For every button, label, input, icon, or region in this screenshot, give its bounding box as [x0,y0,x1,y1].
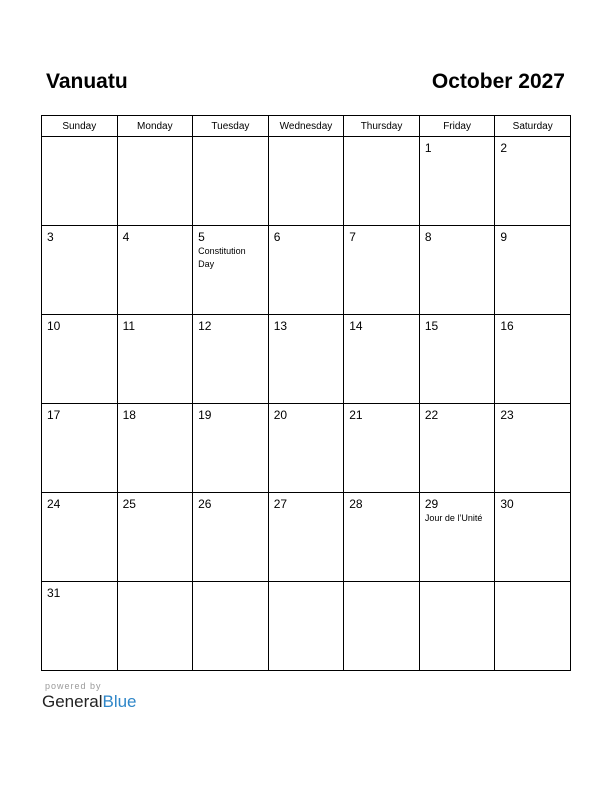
day-number [193,582,268,586]
day-cell [193,493,269,582]
weekday-tuesday: Tuesday [193,116,269,137]
day-cell [495,315,571,404]
week-row [42,493,571,582]
day-number: 14 [349,319,363,333]
day-cell [117,226,193,315]
day-cell [344,582,420,671]
holiday-label: Jour de l’Unité [424,513,483,523]
day-cell [495,226,571,315]
day-cell [117,137,193,226]
week-row [42,137,571,226]
day-number: 11 [122,319,136,333]
day-cell [193,137,269,226]
day-number: 19 [198,408,212,422]
footer-branding [42,681,137,712]
day-cell [344,226,420,315]
day-number: 16 [500,319,514,333]
day-number [193,137,268,141]
day-number: 5 [198,230,205,244]
day-number: 9 [500,230,508,244]
country-title: Vanuatu [46,70,128,93]
day-cell [268,582,344,671]
logo-blue-text: Blue [102,692,137,711]
day-cell [419,226,495,315]
day-number [118,582,193,586]
day-number: 25 [122,497,136,511]
day-number: 2 [500,141,508,155]
day-number: 3 [47,230,54,244]
calendar-grid [41,115,571,671]
day-number: 31 [47,586,61,600]
day-cell [419,493,495,582]
day-number: 13 [273,319,288,333]
day-cell [117,404,193,493]
day-number: 4 [122,230,130,244]
day-cell [268,404,344,493]
day-number [118,137,193,141]
weekday-header-row [42,116,571,137]
day-number: 18 [122,408,136,422]
day-number: 26 [198,497,212,511]
week-row [42,404,571,493]
logo-general-text: General [42,692,103,711]
day-number: 22 [424,408,439,422]
day-cell [42,137,118,226]
day-number [495,582,570,586]
day-cell [419,315,495,404]
day-cell [42,493,118,582]
week-row [42,315,571,404]
day-cell [268,226,344,315]
holiday-label: Constitution Day [198,246,246,269]
day-cell [344,404,420,493]
day-number: 20 [273,408,288,422]
day-number: 15 [424,319,439,333]
day-cell [344,137,420,226]
day-number: 8 [424,230,432,244]
day-number: 21 [349,408,363,422]
day-number: 24 [47,497,61,511]
weekday-sunday: Sunday [42,116,118,137]
day-cell [193,315,269,404]
day-cell [495,137,571,226]
day-cell [495,493,571,582]
day-number [344,582,419,586]
powered-by-text: powered by [45,681,102,691]
day-cell [268,315,344,404]
day-cell [42,226,118,315]
day-number [42,137,117,141]
day-number: 7 [349,230,356,244]
day-cell [419,582,495,671]
week-row [42,582,571,671]
day-number: 10 [47,319,61,333]
day-number [344,137,419,141]
day-cell [495,404,571,493]
day-number: 27 [273,497,288,511]
weekday-wednesday: Wednesday [268,116,344,137]
day-cell [419,404,495,493]
day-cell [193,404,269,493]
day-number: 12 [198,319,212,333]
weekday-thursday: Thursday [344,116,420,137]
day-cell [344,315,420,404]
day-number: 17 [47,408,61,422]
day-number: 29 [424,497,439,511]
weekday-saturday: Saturday [495,116,571,137]
weekday-friday: Friday [419,116,495,137]
day-number: 1 [424,141,432,155]
day-cell [193,226,269,315]
day-cell [495,582,571,671]
day-cell [268,137,344,226]
week-row [42,226,571,315]
generalblue-logo [42,692,137,712]
day-cell [419,137,495,226]
day-number [269,137,344,141]
day-number: 28 [349,497,363,511]
day-cell [42,404,118,493]
day-cell [193,582,269,671]
day-cell [42,582,118,671]
day-number: 30 [500,497,514,511]
day-cell [268,493,344,582]
weekday-monday: Monday [117,116,193,137]
month-title: October 2027 [431,70,565,93]
day-cell [42,315,118,404]
day-number [420,582,495,586]
day-number: 6 [273,230,281,244]
day-cell [117,315,193,404]
day-number: 23 [500,408,514,422]
day-cell [117,582,193,671]
day-cell [117,493,193,582]
day-number [269,582,344,586]
day-cell [344,493,420,582]
